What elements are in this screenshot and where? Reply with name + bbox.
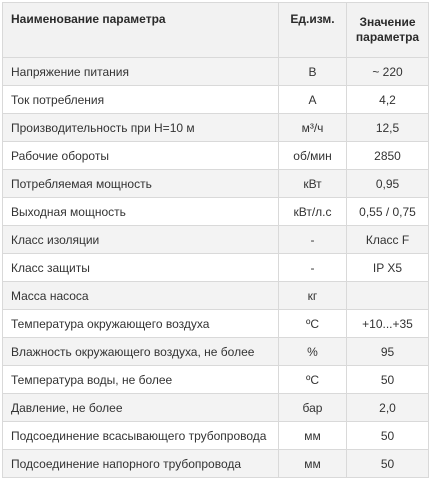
parameter-name-cell: Давление, не более bbox=[3, 394, 279, 422]
unit-cell: кг bbox=[279, 282, 347, 310]
unit-cell: ºС bbox=[279, 310, 347, 338]
header-row bbox=[3, 3, 429, 58]
unit-cell: м³/ч bbox=[279, 114, 347, 142]
value-cell: +10...+35 bbox=[347, 310, 429, 338]
value-cell bbox=[347, 282, 429, 310]
table-row bbox=[3, 338, 429, 366]
parameter-name-cell: Рабочие обороты bbox=[3, 142, 279, 170]
value-cell: 2850 bbox=[347, 142, 429, 170]
value-cell: 12,5 bbox=[347, 114, 429, 142]
value-cell: ~ 220 bbox=[347, 58, 429, 86]
unit-cell: мм bbox=[279, 450, 347, 478]
table-row bbox=[3, 58, 429, 86]
table-row bbox=[3, 450, 429, 478]
table-row bbox=[3, 310, 429, 338]
value-cell: 0,55 / 0,75 bbox=[347, 198, 429, 226]
table-row bbox=[3, 226, 429, 254]
header-parameter-name: Наименование параметра bbox=[3, 3, 279, 58]
header-value: Значение параметра bbox=[347, 3, 429, 58]
table-row bbox=[3, 142, 429, 170]
table-row bbox=[3, 86, 429, 114]
parameter-name-cell: Подсоединение всасывающего трубопровода bbox=[3, 422, 279, 450]
unit-cell: А bbox=[279, 86, 347, 114]
parameter-name-cell: Подсоединение напорного трубопровода bbox=[3, 450, 279, 478]
parameter-name-cell: Класс изоляции bbox=[3, 226, 279, 254]
value-cell: IP X5 bbox=[347, 254, 429, 282]
parameter-name-cell: Температура воды, не более bbox=[3, 366, 279, 394]
value-cell: Класс F bbox=[347, 226, 429, 254]
table-row bbox=[3, 254, 429, 282]
value-cell: 50 bbox=[347, 422, 429, 450]
value-cell: 0,95 bbox=[347, 170, 429, 198]
value-cell: 4,2 bbox=[347, 86, 429, 114]
table-header bbox=[3, 3, 429, 58]
parameter-name-cell: Выходная мощность bbox=[3, 198, 279, 226]
unit-cell: мм bbox=[279, 422, 347, 450]
table-body bbox=[3, 58, 429, 478]
value-cell: 95 bbox=[347, 338, 429, 366]
unit-cell: ºС bbox=[279, 366, 347, 394]
header-unit: Ед.изм. bbox=[279, 3, 347, 58]
unit-cell: об/мин bbox=[279, 142, 347, 170]
parameter-name-cell: Производительность при H=10 м bbox=[3, 114, 279, 142]
parameter-name-cell: Напряжение питания bbox=[3, 58, 279, 86]
table-row bbox=[3, 366, 429, 394]
unit-cell: % bbox=[279, 338, 347, 366]
specifications-table bbox=[2, 2, 429, 478]
unit-cell: - bbox=[279, 254, 347, 282]
table-row bbox=[3, 114, 429, 142]
parameter-name-cell: Класс защиты bbox=[3, 254, 279, 282]
table-row bbox=[3, 198, 429, 226]
parameter-name-cell: Ток потребления bbox=[3, 86, 279, 114]
table-row bbox=[3, 170, 429, 198]
parameter-name-cell: Масса насоса bbox=[3, 282, 279, 310]
unit-cell: - bbox=[279, 226, 347, 254]
table-row bbox=[3, 422, 429, 450]
value-cell: 50 bbox=[347, 366, 429, 394]
table-row bbox=[3, 394, 429, 422]
value-cell: 50 bbox=[347, 450, 429, 478]
parameter-name-cell: Потребляемая мощность bbox=[3, 170, 279, 198]
unit-cell: кВт bbox=[279, 170, 347, 198]
value-cell: 2,0 bbox=[347, 394, 429, 422]
unit-cell: бар bbox=[279, 394, 347, 422]
unit-cell: В bbox=[279, 58, 347, 86]
parameter-name-cell: Температура окружающего воздуха bbox=[3, 310, 279, 338]
unit-cell: кВт/л.с bbox=[279, 198, 347, 226]
table-row bbox=[3, 282, 429, 310]
parameter-name-cell: Влажность окружающего воздуха, не более bbox=[3, 338, 279, 366]
